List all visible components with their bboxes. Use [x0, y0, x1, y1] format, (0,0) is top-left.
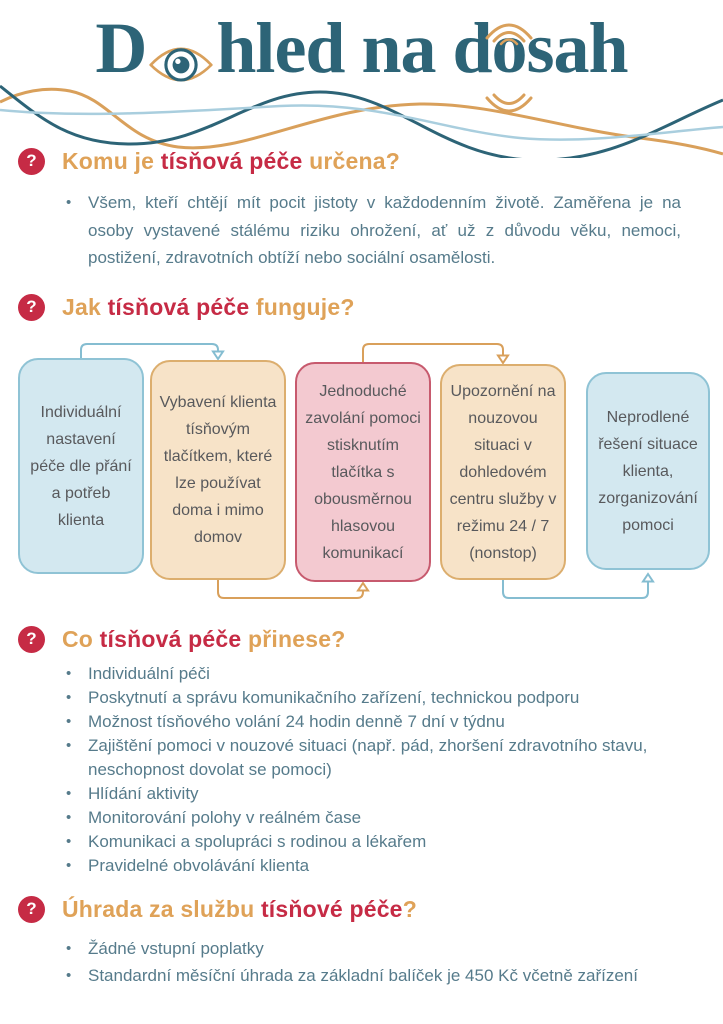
list-item: • Komunikaci a spolupráci s rodinou a lékařem: [64, 830, 681, 854]
section-komu: [0, 146, 723, 272]
title-part: určena?: [302, 148, 400, 174]
list-item: • Zajištění pomoci v nouzové situaci (např. pád, zhoršení zdravotního stavu, neschopnost dovolat se pomoci): [64, 734, 681, 782]
title-part: Jak: [62, 294, 108, 320]
logo-text-part1: D: [95, 8, 147, 88]
flow-box-2: [150, 360, 286, 580]
question-icon: ?: [18, 148, 45, 175]
connector-arrow-2-3: [218, 580, 368, 598]
section-heading: [0, 624, 723, 654]
flow-box-text: Jednoduché zavolání pomoci stisknutím tlačítka s obousměrnou hlasovou komunikací: [305, 382, 421, 562]
question-icon: ?: [18, 294, 45, 321]
flow-box-text: Upozornění na nouzovou situaci v dohledovém centru služby v režimu 24 / 7 (nonstop): [449, 382, 557, 562]
section-co: [0, 624, 723, 878]
flow-box-text: Neprodlené řešení situace klienta, zorganizování pomoci: [598, 408, 698, 534]
flow-box-3: [295, 362, 431, 582]
title-part: Komu je: [62, 148, 161, 174]
list-item: • Žádné vstupní poplatky: [64, 935, 681, 962]
connector-arrow-1-2: [81, 344, 223, 359]
logo-text-part2: hled na d: [216, 8, 492, 88]
logo-signal-o: [492, 8, 527, 88]
section-title: [62, 894, 417, 924]
list-item: • Individuální péči: [64, 662, 681, 686]
list-item: • Všem, kteří chtějí mít pocit jistoty v každodenním životě. Zaměřena je na osoby vystavené stálému riziku ohrožení, ať už z důvodu věku, nemoci, postižení, zdravotních obtíží nebo sociální osamělosti.: [64, 189, 681, 272]
flow-box-5: [586, 372, 710, 570]
section-heading: [0, 894, 723, 924]
title-part: tísňové péče: [260, 896, 403, 922]
title-part: Co: [62, 626, 100, 652]
logo-text-part3: sah: [526, 8, 628, 88]
section-heading: [0, 146, 723, 176]
section-title: [62, 624, 345, 654]
list-item: • Poskytnutí a správu komunikačního zařízení, technickou podporu: [64, 686, 681, 710]
list-item: • Pravidelné obvolávání klienta: [64, 854, 681, 878]
question-icon: ?: [18, 896, 45, 923]
title-part: funguje?: [249, 294, 355, 320]
flow-box-text: Vybavení klienta tísňovým tlačítkem, které lze používat doma i mimo domov: [159, 394, 277, 546]
title-part: Úhrada za službu: [62, 896, 261, 922]
title-part: ?: [402, 896, 417, 922]
question-icon: ?: [18, 626, 45, 653]
section-title: [62, 146, 400, 176]
section-title: [62, 292, 355, 322]
list-item: • Monitorování polohy v reálném čase: [64, 806, 681, 830]
flowchart: [0, 336, 723, 626]
list-item: • Standardní měsíční úhrada za základní balíček je 450 Kč včetně zařízení: [64, 962, 681, 989]
logo-letter-o: o: [491, 8, 527, 88]
connector-arrow-3-4: [363, 344, 508, 363]
list-item: • Hlídání aktivity: [64, 782, 681, 806]
title-part: přinese?: [241, 626, 346, 652]
logo: [0, 4, 723, 88]
title-part: tísňová péče: [107, 294, 250, 320]
bullet-list: [0, 662, 723, 878]
section-uhrada: [0, 894, 723, 989]
flow-box-1: [18, 358, 144, 574]
title-part: tísňová péče: [160, 148, 303, 174]
bullet-list: [0, 189, 723, 272]
title-part: tísňová péče: [99, 626, 242, 652]
section-jak: [0, 292, 723, 322]
bullet-list: [0, 935, 723, 989]
section-heading: [0, 292, 723, 322]
flow-box-4: [440, 364, 566, 580]
flow-box-text: Individuální nastavení péče dle přání a potřeb klienta: [30, 403, 132, 529]
list-item: • Možnost tísňového volání 24 hodin denně 7 dní v týdnu: [64, 710, 681, 734]
